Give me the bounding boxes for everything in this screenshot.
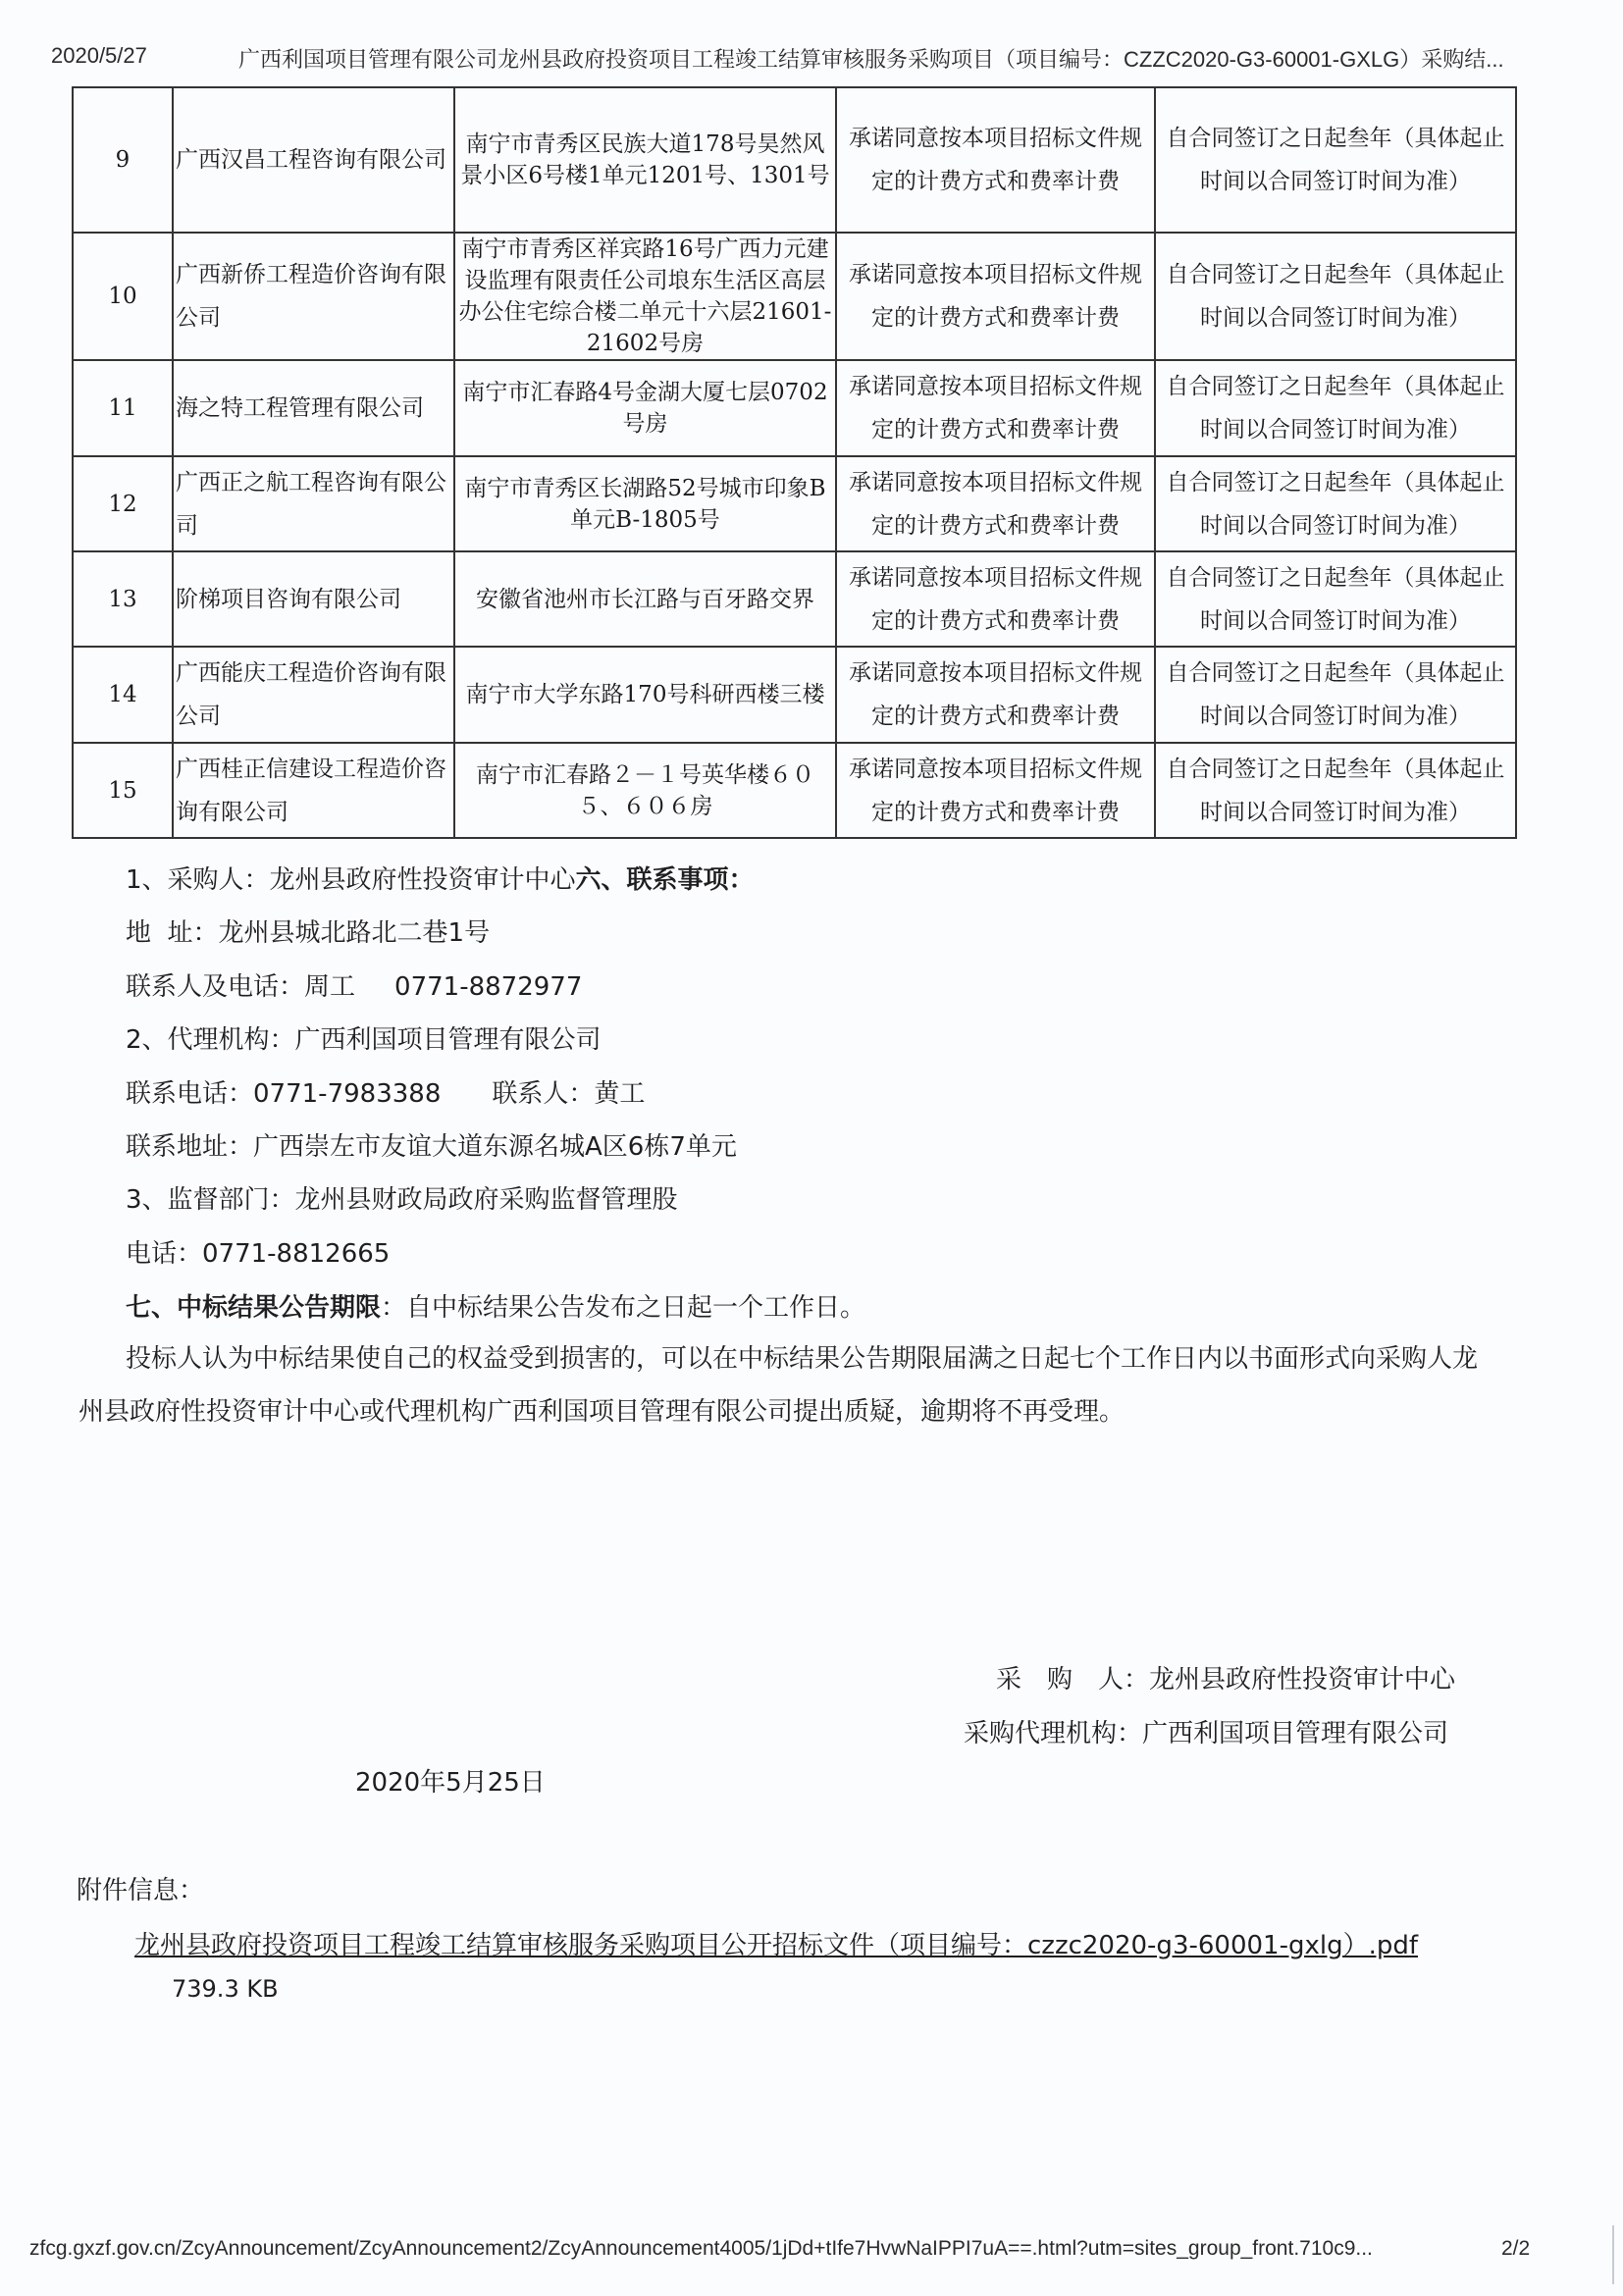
row-number: 13 — [73, 551, 173, 647]
table-row — [73, 743, 1516, 838]
service-term: 自合同签订之日起叁年（具体起止时间以合同签订时间为准） — [1155, 360, 1516, 456]
company-address: 南宁市汇春路２－１号英华楼６０５、６０６房 — [454, 743, 836, 838]
page-edge-divider — [1612, 2225, 1614, 2284]
table-row — [73, 647, 1516, 743]
table-row — [73, 360, 1516, 456]
company-address: 南宁市青秀区长湖路52号城市印象B单元B-1805号 — [454, 456, 836, 551]
print-date: 2020/5/27 — [51, 43, 147, 68]
service-term: 自合同签订之日起叁年（具体起止时间以合同签订时间为准） — [1155, 87, 1516, 233]
fee-commitment: 承诺同意按本项目招标文件规定的计费方式和费率计费 — [836, 360, 1155, 456]
company-address: 安徽省池州市长江路与百牙路交界 — [454, 551, 836, 647]
row-number: 14 — [73, 647, 173, 743]
signature-agency-value: 广西利国项目管理有限公司 — [1142, 1719, 1449, 1748]
print-title: 广西利国项目管理有限公司龙州县政府投资项目工程竣工结算审核服务采购项目（项目编号：CZZC2020-G3-60001-GXLG）采购结... — [238, 47, 1504, 72]
service-term: 自合同签订之日起叁年（具体起止时间以合同签订时间为准） — [1155, 743, 1516, 838]
company-address: 南宁市大学东路170号科研西楼三楼 — [454, 647, 836, 743]
address-value: 龙州县城北路北二巷1号 — [218, 918, 491, 948]
purchaser-contact-phone: 0771-8872977 — [394, 972, 583, 1002]
purchaser-contact-line — [126, 966, 582, 1003]
purchaser-text: 1、采购人：龙州县政府性投资审计中心 — [126, 865, 576, 895]
table-row — [73, 87, 1516, 233]
address-line — [126, 913, 490, 949]
print-url: zfcg.gxzf.gov.cn/ZcyAnnouncement/ZcyAnnouncement2/ZcyAnnouncement4005/1jDd+tIfe7HvwNaIPPI7uA==.html?utm=sites_group_front.710c9... — [29, 2237, 1373, 2260]
company-address: 南宁市青秀区民族大道178号昊然风景小区6号楼1单元1201号、1301号 — [454, 87, 836, 233]
signature-purchaser — [996, 1659, 1455, 1696]
signature-date: 2020年5月25日 — [355, 1768, 546, 1798]
signature-agency — [964, 1713, 1448, 1749]
address-label: 地 址： — [126, 918, 219, 948]
company-address: 南宁市青秀区祥宾路16号广西力元建设监理有限责任公司埌东生活区高层办公住宅综合楼二单元十六层21601-21602号房 — [454, 233, 836, 360]
fee-commitment: 承诺同意按本项目招标文件规定的计费方式和费率计费 — [836, 233, 1155, 360]
purchaser-contact-name: 周工 — [304, 972, 356, 1002]
purchaser-line — [126, 860, 755, 896]
fee-commitment: 承诺同意按本项目招标文件规定的计费方式和费率计费 — [836, 87, 1155, 233]
table-row — [73, 551, 1516, 647]
candidate-table — [72, 86, 1517, 839]
company-name: 广西正之航工程咨询有限公司 — [173, 456, 454, 551]
service-term: 自合同签订之日起叁年（具体起止时间以合同签订时间为准） — [1155, 233, 1516, 360]
section6-heading: 六、联系事项： — [575, 865, 755, 895]
row-number: 12 — [73, 456, 173, 551]
row-number: 15 — [73, 743, 173, 838]
notice-paragraph: 投标人认为中标结果使自己的权益受到损害的，可以在中标结果公告期限届满之日起七个工作日内以书面形式向采购人龙州县政府性投资审计中心或代理机构广西利国项目管理有限公司提出质疑，逾期将不再受理。 — [79, 1344, 1479, 1427]
fee-commitment: 承诺同意按本项目招标文件规定的计费方式和费率计费 — [836, 647, 1155, 743]
company-name: 广西汉昌工程咨询有限公司 — [173, 87, 454, 233]
service-term: 自合同签订之日起叁年（具体起止时间以合同签订时间为准） — [1155, 551, 1516, 647]
section7-heading: 七、中标结果公告期限 — [126, 1293, 382, 1323]
fee-commitment: 承诺同意按本项目招标文件规定的计费方式和费率计费 — [836, 456, 1155, 551]
table-row — [73, 233, 1516, 360]
supervisor-phone-line: 电话：0771-8812665 — [126, 1239, 391, 1269]
section7-text: ：自中标结果公告发布之日起一个工作日。 — [381, 1293, 866, 1323]
section7-line — [126, 1287, 865, 1324]
agency-contact-label: 联系人： — [492, 1079, 595, 1109]
supervisor-line: 3、监督部门：龙州县财政局政府采购监督管理股 — [126, 1185, 678, 1215]
agency-phone-label: 联系电话： — [126, 1079, 254, 1109]
signature-agency-label: 采购代理机构： — [964, 1719, 1143, 1748]
signature-purchaser-label: 采 购 人： — [996, 1665, 1150, 1695]
agency-line: 2、代理机构：广西利国项目管理有限公司 — [126, 1025, 602, 1055]
print-page-number: 2/2 — [1501, 2237, 1531, 2260]
fee-commitment: 承诺同意按本项目招标文件规定的计费方式和费率计费 — [836, 743, 1155, 838]
company-name: 广西桂正信建设工程造价咨询有限公司 — [173, 743, 454, 838]
row-number: 10 — [73, 233, 173, 360]
service-term: 自合同签订之日起叁年（具体起止时间以合同签订时间为准） — [1155, 456, 1516, 551]
agency-contact-name: 黄工 — [594, 1079, 646, 1109]
agency-phone: 0771-7983388 — [253, 1079, 442, 1109]
attachment-file-link[interactable]: 龙州县政府投资项目工程竣工结算审核服务采购项目公开招标文件（项目编号：czzc2020-g3-60001-gxlg）.pdf — [134, 1931, 1418, 1960]
agency-address-line: 联系地址：广西崇左市友谊大道东源名城A区6栋7单元 — [126, 1132, 737, 1162]
service-term: 自合同签订之日起叁年（具体起止时间以合同签订时间为准） — [1155, 647, 1516, 743]
signature-purchaser-value: 龙州县政府性投资审计中心 — [1149, 1665, 1456, 1695]
purchaser-contact-label: 联系人及电话： — [126, 972, 305, 1002]
row-number: 11 — [73, 360, 173, 456]
company-address: 南宁市汇春路4号金湖大厦七层0702号房 — [454, 360, 836, 456]
row-number: 9 — [73, 87, 173, 233]
company-name: 广西新侨工程造价咨询有限公司 — [173, 233, 454, 360]
table-row — [73, 456, 1516, 551]
company-name: 海之特工程管理有限公司 — [173, 360, 454, 456]
agency-phone-line — [126, 1073, 645, 1110]
company-name: 阶梯项目咨询有限公司 — [173, 551, 454, 647]
fee-commitment: 承诺同意按本项目招标文件规定的计费方式和费率计费 — [836, 551, 1155, 647]
company-name: 广西能庆工程造价咨询有限公司 — [173, 647, 454, 743]
attachments-label: 附件信息： — [77, 1876, 205, 1905]
attachment-file-size: 739.3 KB — [172, 1975, 279, 2003]
